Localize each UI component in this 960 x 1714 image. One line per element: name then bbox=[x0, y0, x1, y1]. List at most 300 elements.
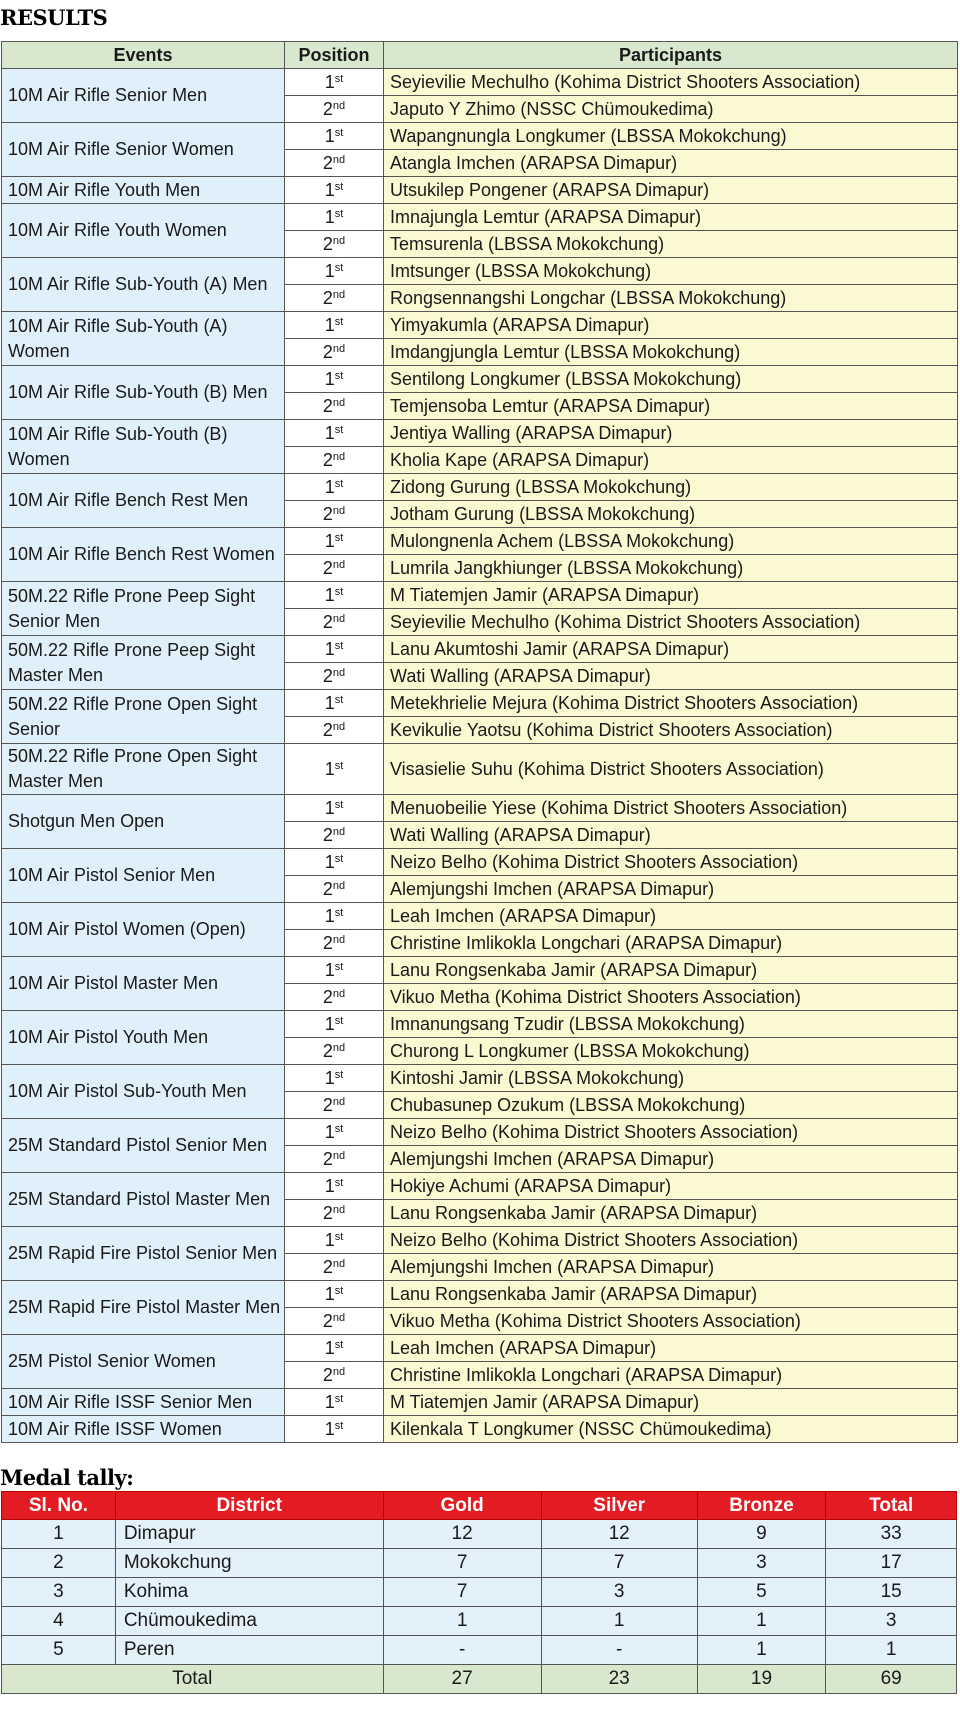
position-suffix: nd bbox=[332, 234, 346, 247]
bronze-cell: 1 bbox=[697, 1607, 826, 1636]
grand-total-cell: 69 bbox=[826, 1665, 957, 1694]
participant-name: Atangla Imchen (ARAPSA Dimapur) bbox=[384, 150, 958, 177]
position-suffix: nd bbox=[332, 153, 346, 166]
position-cell bbox=[285, 501, 384, 528]
participant-name: Lanu Rongsenkaba Jamir (ARAPSA Dimapur) bbox=[384, 1200, 958, 1227]
silver-cell: 3 bbox=[541, 1578, 697, 1607]
result-row bbox=[2, 903, 958, 930]
position-cell bbox=[285, 1308, 384, 1335]
position-suffix: st bbox=[334, 1392, 344, 1405]
position-number: 2 bbox=[322, 1256, 333, 1277]
position-suffix: st bbox=[334, 1068, 344, 1081]
event-name: 10M Air Rifle Sub-Youth (A) Women bbox=[2, 312, 285, 366]
medal-row bbox=[2, 1607, 957, 1636]
medal-row bbox=[2, 1549, 957, 1578]
position-cell bbox=[285, 393, 384, 420]
position-number: 2 bbox=[322, 665, 333, 686]
result-row bbox=[2, 795, 958, 822]
position-suffix: nd bbox=[332, 504, 346, 517]
participant-name: Temsurenla (LBSSA Mokokchung) bbox=[384, 231, 958, 258]
position-cell bbox=[285, 1389, 384, 1416]
event-name: 50M.22 Rifle Prone Open Sight Master Men bbox=[2, 744, 285, 795]
silver-total-cell: 23 bbox=[541, 1665, 697, 1694]
medal-header-row bbox=[2, 1492, 957, 1520]
result-row bbox=[2, 849, 958, 876]
total-cell: 17 bbox=[826, 1549, 957, 1578]
position-number: 1 bbox=[324, 1121, 335, 1142]
position-suffix: st bbox=[334, 759, 344, 772]
participant-name: Lumrila Jangkhiunger (LBSSA Mokokchung) bbox=[384, 555, 958, 582]
position-cell bbox=[285, 744, 384, 795]
position-cell bbox=[285, 204, 384, 231]
result-row bbox=[2, 474, 958, 501]
position-suffix: st bbox=[334, 369, 344, 382]
position-number: 1 bbox=[324, 1418, 335, 1439]
position-cell bbox=[285, 1038, 384, 1065]
position-number: 1 bbox=[324, 422, 335, 443]
position-cell bbox=[285, 1335, 384, 1362]
position-number: 1 bbox=[324, 638, 335, 659]
position-suffix: st bbox=[334, 423, 344, 436]
event-name: 25M Rapid Fire Pistol Master Men bbox=[2, 1281, 285, 1335]
position-number: 1 bbox=[324, 851, 335, 872]
position-cell bbox=[285, 1173, 384, 1200]
result-row bbox=[2, 1173, 958, 1200]
participant-name: Visasielie Suhu (Kohima District Shooters Association) bbox=[384, 744, 958, 795]
position-cell bbox=[285, 1065, 384, 1092]
event-name: 50M.22 Rifle Prone Open Sight Senior bbox=[2, 690, 285, 744]
event-name: 25M Standard Pistol Senior Men bbox=[2, 1119, 285, 1173]
position-cell bbox=[285, 1281, 384, 1308]
position-suffix: st bbox=[334, 1122, 344, 1135]
position-suffix: st bbox=[334, 1419, 344, 1432]
participants-header: Participants bbox=[384, 42, 958, 69]
result-row bbox=[2, 177, 958, 204]
event-name: Shotgun Men Open bbox=[2, 795, 285, 849]
result-row bbox=[2, 1416, 958, 1443]
results-heading: RESULTS bbox=[0, 5, 108, 30]
position-number: 1 bbox=[324, 206, 335, 227]
position-suffix: st bbox=[334, 180, 344, 193]
position-cell bbox=[285, 150, 384, 177]
result-row bbox=[2, 744, 958, 795]
position-cell bbox=[285, 474, 384, 501]
event-name: 50M.22 Rifle Prone Peep Sight Master Men bbox=[2, 636, 285, 690]
event-name: 10M Air Rifle ISSF Women bbox=[2, 1416, 285, 1443]
position-number: 2 bbox=[322, 824, 333, 845]
position-cell bbox=[285, 1227, 384, 1254]
gold-cell: 12 bbox=[383, 1520, 541, 1549]
position-number: 1 bbox=[324, 1013, 335, 1034]
position-number: 1 bbox=[324, 1067, 335, 1088]
participant-name: Temjensoba Lemtur (ARAPSA Dimapur) bbox=[384, 393, 958, 420]
position-cell bbox=[285, 636, 384, 663]
participant-name: Japuto Y Zhimo (NSSC Chümoukedima) bbox=[384, 96, 958, 123]
total-cell: 3 bbox=[826, 1607, 957, 1636]
position-number: 2 bbox=[322, 878, 333, 899]
medal-total-row bbox=[2, 1665, 957, 1694]
participant-name: Imnanungsang Tzudir (LBSSA Mokokchung) bbox=[384, 1011, 958, 1038]
bronze-cell: 1 bbox=[697, 1636, 826, 1665]
position-cell bbox=[285, 420, 384, 447]
participant-name: Neizo Belho (Kohima District Shooters Association) bbox=[384, 849, 958, 876]
position-suffix: nd bbox=[332, 666, 346, 679]
position-cell bbox=[285, 528, 384, 555]
participant-name: Jotham Gurung (LBSSA Mokokchung) bbox=[384, 501, 958, 528]
position-number: 1 bbox=[324, 314, 335, 335]
result-row bbox=[2, 1335, 958, 1362]
sl-no-cell: 3 bbox=[2, 1578, 116, 1607]
medal-row bbox=[2, 1578, 957, 1607]
position-cell bbox=[285, 957, 384, 984]
position-number: 1 bbox=[324, 692, 335, 713]
position-number: 2 bbox=[322, 1202, 333, 1223]
results-body bbox=[2, 69, 958, 1443]
position-number: 2 bbox=[322, 557, 333, 578]
participant-name: Neizo Belho (Kohima District Shooters Association) bbox=[384, 1227, 958, 1254]
participant-name: Imtsunger (LBSSA Mokokchung) bbox=[384, 258, 958, 285]
sl-no-header: Sl. No. bbox=[2, 1492, 116, 1520]
participant-name: Metekhrielie Mejura (Kohima District Shooters Association) bbox=[384, 690, 958, 717]
position-suffix: st bbox=[334, 1338, 344, 1351]
position-cell bbox=[285, 1011, 384, 1038]
result-row bbox=[2, 366, 958, 393]
position-cell bbox=[285, 582, 384, 609]
participant-name: M Tiatemjen Jamir (ARAPSA Dimapur) bbox=[384, 1389, 958, 1416]
position-suffix: st bbox=[334, 207, 344, 220]
position-number: 1 bbox=[324, 758, 335, 779]
position-number: 1 bbox=[324, 584, 335, 605]
participant-name: Lanu Rongsenkaba Jamir (ARAPSA Dimapur) bbox=[384, 957, 958, 984]
position-number: 2 bbox=[322, 1148, 333, 1169]
participant-name: Menuobeilie Yiese (Kohima District Shooters Association) bbox=[384, 795, 958, 822]
participant-name: Lanu Akumtoshi Jamir (ARAPSA Dimapur) bbox=[384, 636, 958, 663]
position-number: 1 bbox=[324, 959, 335, 980]
participant-name: Wapangnungla Longkumer (LBSSA Mokokchung) bbox=[384, 123, 958, 150]
participant-name: Imdangjungla Lemtur (LBSSA Mokokchung) bbox=[384, 339, 958, 366]
position-cell bbox=[285, 96, 384, 123]
participant-name: Churong L Longkumer (LBSSA Mokokchung) bbox=[384, 1038, 958, 1065]
silver-cell: 12 bbox=[541, 1520, 697, 1549]
total-cell: 1 bbox=[826, 1636, 957, 1665]
gold-cell: 1 bbox=[383, 1607, 541, 1636]
gold-total-cell: 27 bbox=[383, 1665, 541, 1694]
event-name: 10M Air Rifle Youth Women bbox=[2, 204, 285, 258]
position-number: 2 bbox=[322, 1364, 333, 1385]
position-number: 2 bbox=[322, 503, 333, 524]
position-suffix: st bbox=[334, 1284, 344, 1297]
position-cell bbox=[285, 69, 384, 96]
position-cell bbox=[285, 258, 384, 285]
position-suffix: st bbox=[334, 1176, 344, 1189]
participant-name: Sentilong Longkumer (LBSSA Mokokchung) bbox=[384, 366, 958, 393]
position-number: 2 bbox=[322, 1040, 333, 1061]
participant-name: Zidong Gurung (LBSSA Mokokchung) bbox=[384, 474, 958, 501]
position-suffix: nd bbox=[332, 987, 346, 1000]
results-header-row bbox=[2, 42, 958, 69]
position-number: 1 bbox=[324, 368, 335, 389]
result-row bbox=[2, 1227, 958, 1254]
result-row bbox=[2, 1119, 958, 1146]
position-number: 1 bbox=[324, 476, 335, 497]
event-name: 10M Air Rifle Bench Rest Men bbox=[2, 474, 285, 528]
result-row bbox=[2, 312, 958, 339]
participant-name: Vikuo Metha (Kohima District Shooters Association) bbox=[384, 1308, 958, 1335]
position-cell bbox=[285, 609, 384, 636]
position-cell bbox=[285, 849, 384, 876]
participant-name: Yimyakumla (ARAPSA Dimapur) bbox=[384, 312, 958, 339]
position-number: 1 bbox=[324, 179, 335, 200]
position-cell bbox=[285, 123, 384, 150]
position-suffix: st bbox=[334, 477, 344, 490]
position-cell bbox=[285, 1200, 384, 1227]
position-suffix: st bbox=[334, 1230, 344, 1243]
medal-tally-table bbox=[1, 1491, 957, 1694]
position-cell bbox=[285, 312, 384, 339]
position-number: 2 bbox=[322, 233, 333, 254]
position-cell bbox=[285, 231, 384, 258]
position-suffix: nd bbox=[332, 1257, 346, 1270]
position-cell bbox=[285, 822, 384, 849]
position-cell bbox=[285, 930, 384, 957]
position-cell bbox=[285, 795, 384, 822]
position-suffix: nd bbox=[332, 825, 346, 838]
result-row bbox=[2, 582, 958, 609]
position-suffix: nd bbox=[332, 1203, 346, 1216]
position-number: 1 bbox=[324, 530, 335, 551]
position-suffix: st bbox=[334, 126, 344, 139]
position-cell bbox=[285, 1119, 384, 1146]
medal-row bbox=[2, 1636, 957, 1665]
participant-name: Alemjungshi Imchen (ARAPSA Dimapur) bbox=[384, 876, 958, 903]
position-suffix: st bbox=[334, 693, 344, 706]
sl-no-cell: 4 bbox=[2, 1607, 116, 1636]
position-cell bbox=[285, 1362, 384, 1389]
participant-name: Alemjungshi Imchen (ARAPSA Dimapur) bbox=[384, 1146, 958, 1173]
position-suffix: st bbox=[334, 1014, 344, 1027]
position-number: 2 bbox=[322, 611, 333, 632]
position-number: 2 bbox=[322, 287, 333, 308]
position-cell bbox=[285, 876, 384, 903]
position-suffix: nd bbox=[332, 342, 346, 355]
position-number: 2 bbox=[322, 986, 333, 1007]
participant-name: Kevikulie Yaotsu (Kohima District Shooters Association) bbox=[384, 717, 958, 744]
event-name: 10M Air Rifle Senior Men bbox=[2, 69, 285, 123]
position-suffix: nd bbox=[332, 558, 346, 571]
position-cell bbox=[285, 1254, 384, 1281]
position-suffix: nd bbox=[332, 879, 346, 892]
position-suffix: nd bbox=[332, 1311, 346, 1324]
participant-name: Utsukilep Pongener (ARAPSA Dimapur) bbox=[384, 177, 958, 204]
events-header: Events bbox=[2, 42, 285, 69]
result-row bbox=[2, 420, 958, 447]
position-cell bbox=[285, 984, 384, 1011]
total-label-cell: Total bbox=[2, 1665, 384, 1694]
position-suffix: nd bbox=[332, 1095, 346, 1108]
position-number: 2 bbox=[322, 932, 333, 953]
bronze-header: Bronze bbox=[697, 1492, 826, 1520]
position-suffix: st bbox=[334, 852, 344, 865]
result-row bbox=[2, 69, 958, 96]
silver-cell: - bbox=[541, 1636, 697, 1665]
participant-name: Chubasunep Ozukum (LBSSA Mokokchung) bbox=[384, 1092, 958, 1119]
bronze-cell: 9 bbox=[697, 1520, 826, 1549]
participant-name: Rongsennangshi Longchar (LBSSA Mokokchung) bbox=[384, 285, 958, 312]
position-number: 2 bbox=[322, 1094, 333, 1115]
gold-cell: 7 bbox=[383, 1578, 541, 1607]
position-suffix: nd bbox=[332, 612, 346, 625]
participant-name: Alemjungshi Imchen (ARAPSA Dimapur) bbox=[384, 1254, 958, 1281]
event-name: 10M Air Pistol Youth Men bbox=[2, 1011, 285, 1065]
participant-name: Kholia Kape (ARAPSA Dimapur) bbox=[384, 447, 958, 474]
participant-name: Christine Imlikokla Longchari (ARAPSA Dimapur) bbox=[384, 930, 958, 957]
result-row bbox=[2, 204, 958, 231]
position-number: 1 bbox=[324, 905, 335, 926]
position-suffix: nd bbox=[332, 396, 346, 409]
gold-cell: - bbox=[383, 1636, 541, 1665]
silver-cell: 1 bbox=[541, 1607, 697, 1636]
position-cell bbox=[285, 555, 384, 582]
bronze-total-cell: 19 bbox=[697, 1665, 826, 1694]
participant-name: Seyievilie Mechulho (Kohima District Shooters Association) bbox=[384, 69, 958, 96]
total-cell: 15 bbox=[826, 1578, 957, 1607]
participant-name: Christine Imlikokla Longchari (ARAPSA Dimapur) bbox=[384, 1362, 958, 1389]
position-suffix: st bbox=[334, 261, 344, 274]
position-cell bbox=[285, 285, 384, 312]
position-suffix: nd bbox=[332, 1041, 346, 1054]
participant-name: Hokiye Achumi (ARAPSA Dimapur) bbox=[384, 1173, 958, 1200]
participant-name: Seyievilie Mechulho (Kohima District Shooters Association) bbox=[384, 609, 958, 636]
event-name: 10M Air Rifle Senior Women bbox=[2, 123, 285, 177]
result-row bbox=[2, 123, 958, 150]
participant-name: Kilenkala T Longkumer (NSSC Chümoukedima) bbox=[384, 1416, 958, 1443]
medal-tally-heading: Medal tally: bbox=[0, 1465, 134, 1490]
result-row bbox=[2, 1011, 958, 1038]
position-cell bbox=[285, 339, 384, 366]
sl-no-cell: 2 bbox=[2, 1549, 116, 1578]
position-number: 2 bbox=[322, 395, 333, 416]
event-name: 10M Air Rifle Sub-Youth (B) Men bbox=[2, 366, 285, 420]
position-suffix: nd bbox=[332, 288, 346, 301]
result-row bbox=[2, 258, 958, 285]
event-name: 10M Air Rifle Youth Men bbox=[2, 177, 285, 204]
position-number: 2 bbox=[322, 719, 333, 740]
district-cell: Dimapur bbox=[115, 1520, 383, 1549]
position-number: 1 bbox=[324, 1175, 335, 1196]
event-name: 10M Air Rifle Sub-Youth (B) Women bbox=[2, 420, 285, 474]
position-cell bbox=[285, 447, 384, 474]
position-suffix: nd bbox=[332, 450, 346, 463]
event-name: 10M Air Rifle ISSF Senior Men bbox=[2, 1389, 285, 1416]
position-number: 1 bbox=[324, 260, 335, 281]
position-number: 1 bbox=[324, 797, 335, 818]
position-number: 1 bbox=[324, 1283, 335, 1304]
position-cell bbox=[285, 717, 384, 744]
result-row bbox=[2, 1065, 958, 1092]
position-number: 1 bbox=[324, 125, 335, 146]
position-cell bbox=[285, 1146, 384, 1173]
event-name: 10M Air Pistol Senior Men bbox=[2, 849, 285, 903]
district-cell: Chümoukedima bbox=[115, 1607, 383, 1636]
participant-name: Jentiya Walling (ARAPSA Dimapur) bbox=[384, 420, 958, 447]
position-cell bbox=[285, 1092, 384, 1119]
event-name: 25M Rapid Fire Pistol Senior Men bbox=[2, 1227, 285, 1281]
result-row bbox=[2, 636, 958, 663]
position-cell bbox=[285, 366, 384, 393]
district-cell: Peren bbox=[115, 1636, 383, 1665]
event-name: 50M.22 Rifle Prone Peep Sight Senior Men bbox=[2, 582, 285, 636]
result-row bbox=[2, 1281, 958, 1308]
district-cell: Kohima bbox=[115, 1578, 383, 1607]
position-suffix: nd bbox=[332, 933, 346, 946]
position-number: 2 bbox=[322, 341, 333, 362]
position-cell bbox=[285, 690, 384, 717]
position-number: 2 bbox=[322, 152, 333, 173]
position-suffix: nd bbox=[332, 720, 346, 733]
position-suffix: st bbox=[334, 531, 344, 544]
event-name: 10M Air Rifle Sub-Youth (A) Men bbox=[2, 258, 285, 312]
position-suffix: st bbox=[334, 639, 344, 652]
event-name: 10M Air Pistol Master Men bbox=[2, 957, 285, 1011]
position-cell bbox=[285, 663, 384, 690]
position-number: 2 bbox=[322, 449, 333, 470]
position-number: 1 bbox=[324, 1229, 335, 1250]
result-row bbox=[2, 957, 958, 984]
result-row bbox=[2, 690, 958, 717]
event-name: 25M Pistol Senior Women bbox=[2, 1335, 285, 1389]
position-number: 1 bbox=[324, 1391, 335, 1412]
total-cell: 33 bbox=[826, 1520, 957, 1549]
participant-name: Kintoshi Jamir (LBSSA Mokokchung) bbox=[384, 1065, 958, 1092]
position-suffix: nd bbox=[332, 99, 346, 112]
participant-name: Mulongnenla Achem (LBSSA Mokokchung) bbox=[384, 528, 958, 555]
bronze-cell: 5 bbox=[697, 1578, 826, 1607]
bronze-cell: 3 bbox=[697, 1549, 826, 1578]
participant-name: Vikuo Metha (Kohima District Shooters Association) bbox=[384, 984, 958, 1011]
results-table bbox=[1, 41, 958, 1443]
position-cell bbox=[285, 177, 384, 204]
position-number: 1 bbox=[324, 1337, 335, 1358]
position-suffix: st bbox=[334, 315, 344, 328]
silver-cell: 7 bbox=[541, 1549, 697, 1578]
position-header: Position bbox=[285, 42, 384, 69]
position-number: 1 bbox=[324, 71, 335, 92]
participant-name: Imnajungla Lemtur (ARAPSA Dimapur) bbox=[384, 204, 958, 231]
event-name: 25M Standard Pistol Master Men bbox=[2, 1173, 285, 1227]
event-name: 10M Air Pistol Women (Open) bbox=[2, 903, 285, 957]
position-cell bbox=[285, 903, 384, 930]
medal-row bbox=[2, 1520, 957, 1549]
participant-name: Wati Walling (ARAPSA Dimapur) bbox=[384, 663, 958, 690]
position-number: 2 bbox=[322, 1310, 333, 1331]
participant-name: Leah Imchen (ARAPSA Dimapur) bbox=[384, 903, 958, 930]
position-suffix: st bbox=[334, 906, 344, 919]
participant-name: Wati Walling (ARAPSA Dimapur) bbox=[384, 822, 958, 849]
position-suffix: st bbox=[334, 72, 344, 85]
participant-name: M Tiatemjen Jamir (ARAPSA Dimapur) bbox=[384, 582, 958, 609]
position-suffix: nd bbox=[332, 1149, 346, 1162]
district-cell: Mokokchung bbox=[115, 1549, 383, 1578]
position-suffix: nd bbox=[332, 1365, 346, 1378]
result-row bbox=[2, 1389, 958, 1416]
event-name: 10M Air Rifle Bench Rest Women bbox=[2, 528, 285, 582]
participant-name: Neizo Belho (Kohima District Shooters Association) bbox=[384, 1119, 958, 1146]
participant-name: Lanu Rongsenkaba Jamir (ARAPSA Dimapur) bbox=[384, 1281, 958, 1308]
gold-header: Gold bbox=[383, 1492, 541, 1520]
total-header: Total bbox=[826, 1492, 957, 1520]
gold-cell: 7 bbox=[383, 1549, 541, 1578]
position-cell bbox=[285, 1416, 384, 1443]
